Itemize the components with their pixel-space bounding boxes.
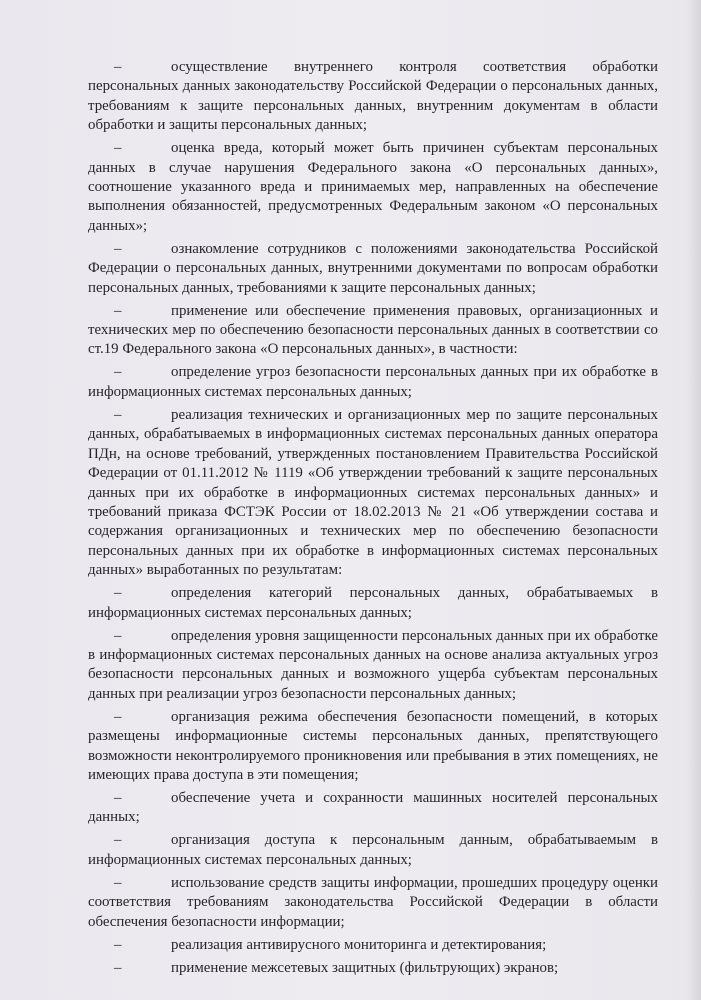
- list-item: [88, 240, 658, 298]
- list-dash: –: [114, 302, 122, 319]
- list-dash: –: [114, 240, 122, 257]
- list-item-text: реализация технических и организационных мер по защите персональных данных, обрабатываемых в информационных системах персональных данных оператора ПДн, на основе требований, утвержденных постановлением Правительства Российской Федерации от 01.11.2012 № 1119 «Об утверждении требований к защите персональных данных при их обработке в информационных системах персональных данных» и требований приказа ФСТЭК России от 18.02.2013 № 21 «Об утверждении состава и содержания организационных и технических мер по обеспечению безопасности персональных данных при их обработке в информационных системах персональных данных» выработанных по результатам:: [88, 406, 658, 579]
- list-item: [88, 874, 658, 932]
- list-item-text: использование средств защиты информации, прошедших процедуру оценки соответствия требованиям законодательства Российской Федерации в области обеспечения безопасности информации;: [88, 874, 658, 930]
- list-item: [88, 789, 658, 828]
- list-item-text: определения категорий персональных данных, обрабатываемых в информационных системах персональных данных;: [88, 585, 658, 621]
- list-dash: –: [114, 585, 122, 602]
- list-item: [88, 959, 658, 978]
- list-item: [88, 139, 658, 236]
- list-dash: –: [114, 959, 122, 976]
- list-item-text: применение или обеспечение применения правовых, организационных и технических мер по обеспечению безопасности персональных данных в соответствии со ст.19 Федерального закона «О персональных данных», в частности:: [88, 302, 658, 358]
- list-dash: –: [114, 789, 122, 806]
- list-item-text: применение межсетевых защитных (фильтрующих) экранов;: [171, 959, 559, 976]
- list-dash: –: [114, 406, 122, 423]
- list-item-text: определения уровня защищенности персональных данных при их обработке в информационных системах персональных данных на основе анализа актуальных угроз безопасности персональных данных и возможного ущерба субъектам персональных данных при реализации угроз безопасности персональных данных;: [88, 627, 658, 702]
- list-item-text: обеспечение учета и сохранности машинных носителей персональных данных;: [88, 789, 658, 826]
- list-dash: –: [114, 832, 122, 849]
- list-item: [88, 302, 658, 360]
- list-item: [88, 406, 658, 581]
- list-item: [88, 936, 658, 955]
- list-item: [88, 363, 658, 402]
- page-edge-shadow: [687, 0, 701, 1000]
- list-dash: –: [114, 140, 122, 157]
- list-dash: –: [114, 59, 122, 75]
- list-dash: –: [114, 627, 122, 644]
- list-item: [88, 708, 658, 786]
- list-dash: –: [114, 364, 122, 381]
- list-item-text: ознакомление сотрудников с положениями законодательства Российской Федерации о персональных данных, внутренними документами по вопросам обработки персональных данных, требованиями к защите персональных данных;: [88, 240, 658, 296]
- list-item: [88, 584, 658, 623]
- list-item-text: определение угроз безопасности персональных данных при их обработке в информационных системах персональных данных;: [88, 364, 658, 400]
- list-item-text: организация доступа к персональным данным, обрабатываемым в информационных системах персональных данных;: [88, 832, 658, 868]
- list-dash: –: [114, 708, 122, 725]
- list-item-text: реализация антивирусного мониторинга и детектирования;: [171, 936, 547, 953]
- list-item-text: оценка вреда, который может быть причинен субъектам персональных данных в случае нарушения Федерального закона «О персональных данных», соотношение указанного вреда и принимаемых мер, направленных на обеспечение выполнения обязанностей, предусмотренных Федеральным законом «О персональных данных»;: [88, 140, 658, 234]
- list-item: [88, 831, 658, 870]
- document-body: [88, 58, 658, 982]
- list-item: [88, 58, 658, 136]
- list-item-text: осуществление внутреннего контроля соответствия обработки персональных данных законодательству Российской Федерации о персональных данных, требованиям к защите персональных данных, внутренним документам в области обработки и защиты персональных данных;: [88, 59, 658, 134]
- list-dash: –: [114, 936, 122, 953]
- list-item: [88, 627, 658, 705]
- list-item-text: организация режима обеспечения безопасности помещений, в которых размещены информационные системы персональных данных, препятствующего возможности неконтролируемого проникновения или пребывания в этих помещениях, не имеющих права доступа в эти помещения;: [88, 708, 658, 783]
- list-dash: –: [114, 874, 122, 891]
